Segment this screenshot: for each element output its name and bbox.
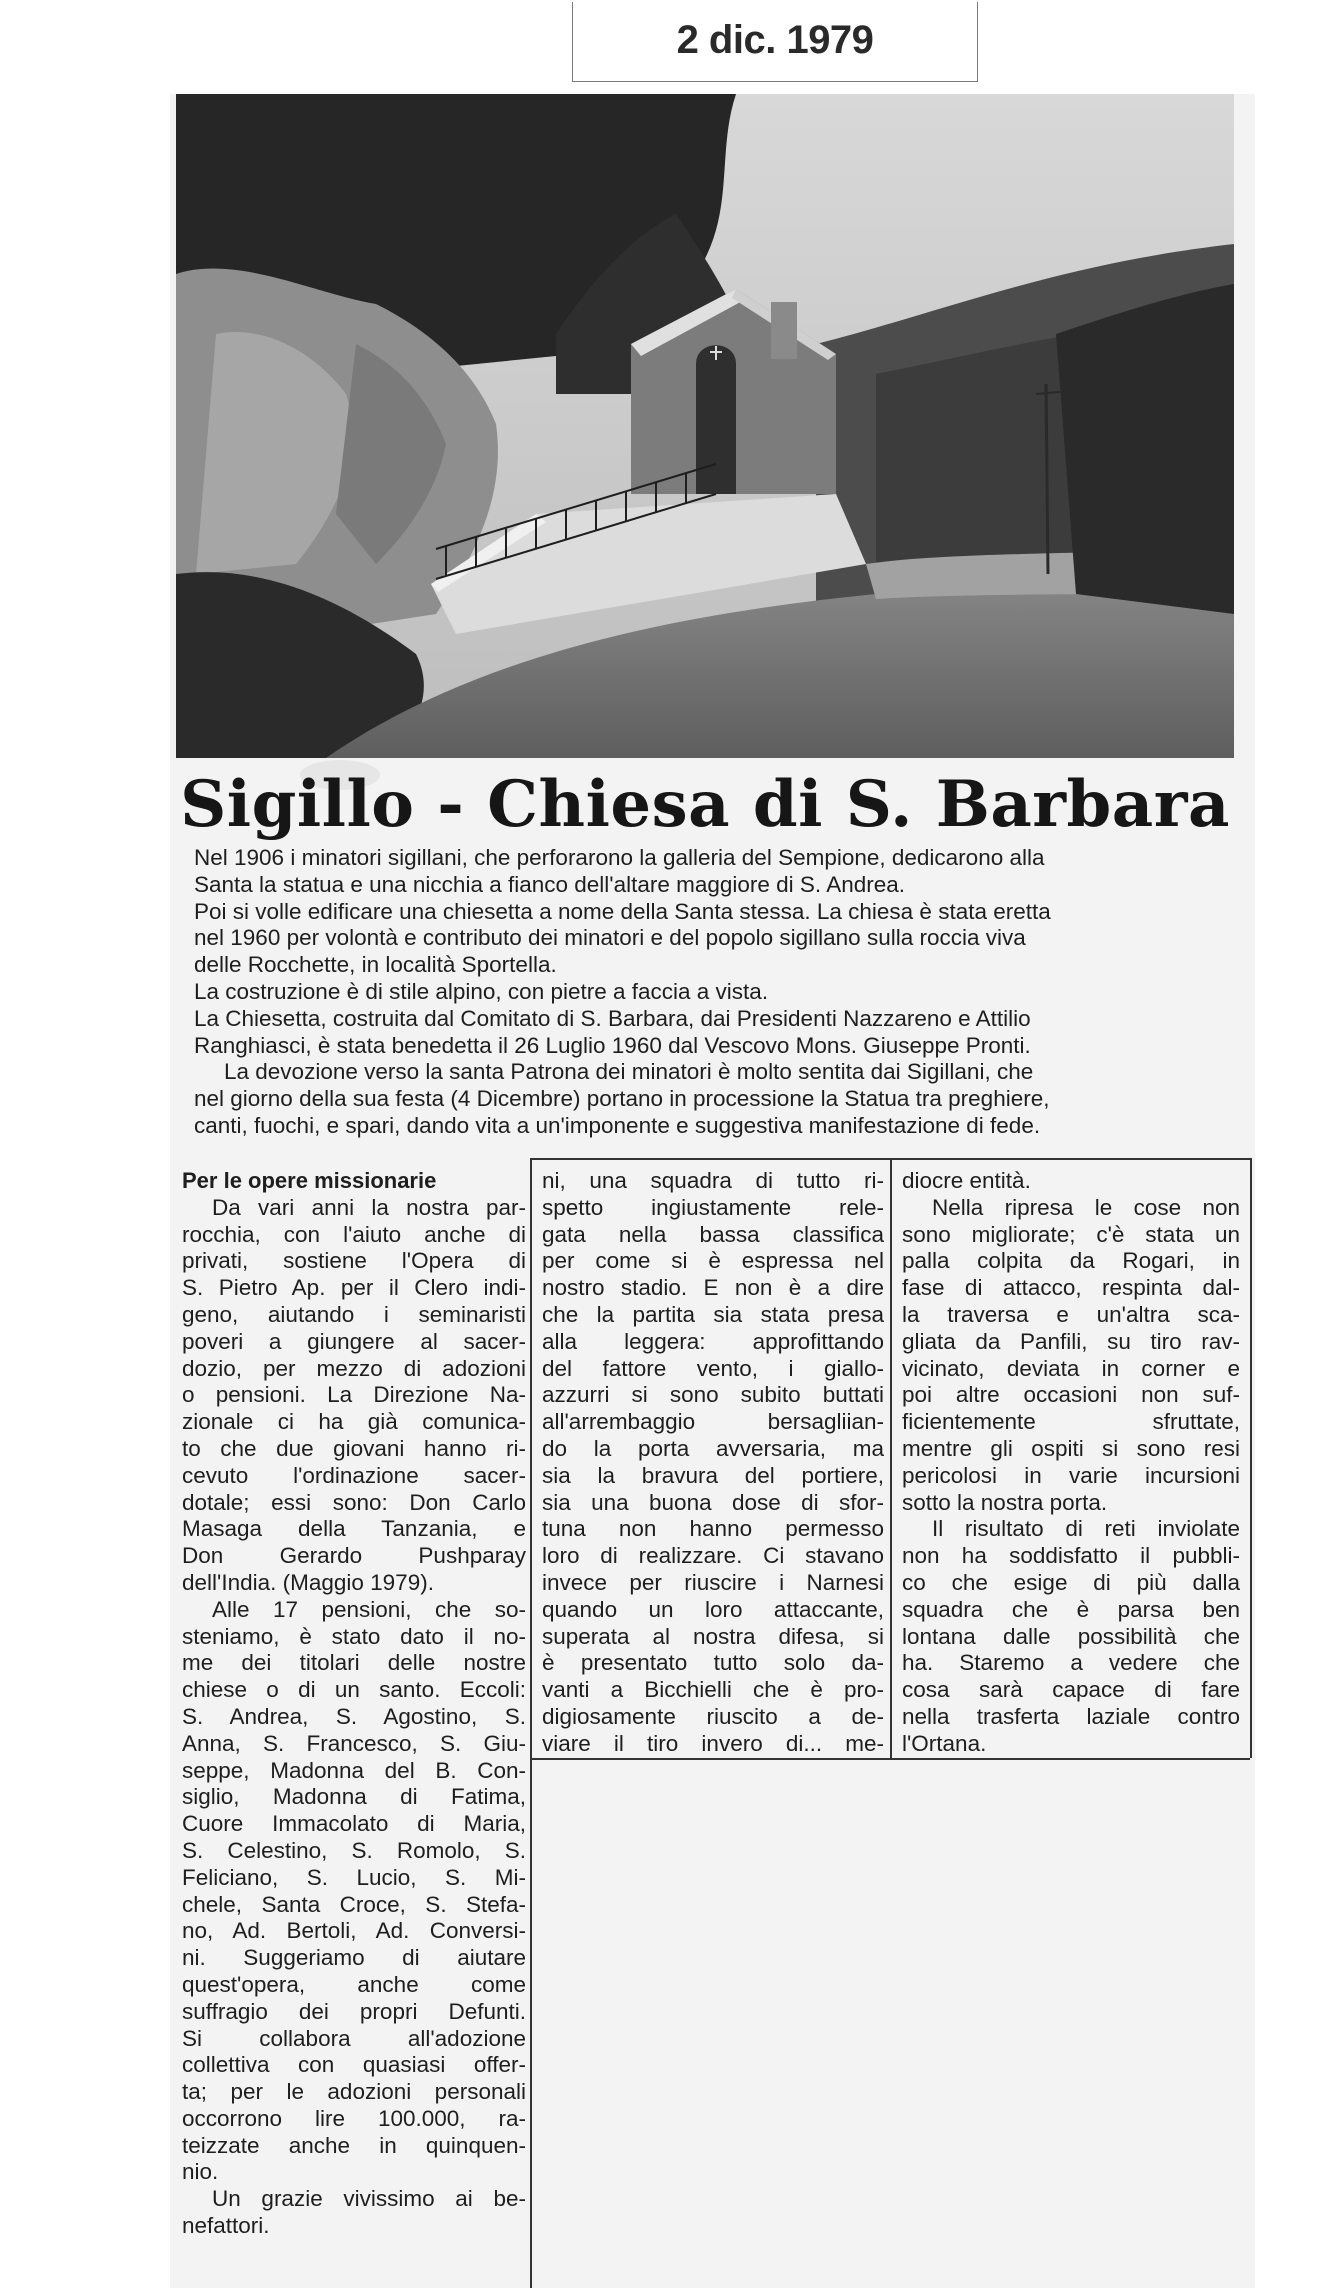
intro-line: Nel 1906 i minatori sigillani, che perforarono la galleria del Sempione, dedicarono alla xyxy=(194,845,1045,870)
text-line: suffragio dei propri Defunti. xyxy=(182,1998,526,2024)
text-line: sia una buona dose di sfor- xyxy=(542,1489,884,1515)
text-line: alla leggera: approfittando xyxy=(542,1328,884,1354)
text-line: nostro stadio. E non è a dire xyxy=(542,1275,884,1301)
text-line: o pensioni. La Direzione Na- xyxy=(182,1382,526,1408)
intro-line: canti, fuochi, e spari, dando vita a un'imponente e suggestiva manifestazione di fede. xyxy=(194,1112,1041,1138)
text-line: invece per riuscire i Narnesi xyxy=(542,1569,884,1595)
text-line: gliata da Panfili, su tiro rav- xyxy=(902,1328,1240,1354)
article-column-sport xyxy=(542,1168,884,1758)
text-line: seppe, Madonna del B. Con- xyxy=(182,1757,526,1783)
text-line: Nella ripresa le cose non xyxy=(932,1194,1240,1220)
intro-line: Poi si volle edificare una chiesetta a nome della Santa stessa. La chiesa è stata eretta xyxy=(194,898,1051,924)
column-subhead: Per le opere missionarie xyxy=(182,1168,437,1193)
text-line: azzurri si sono subito buttati xyxy=(542,1382,884,1408)
intro-line: La devozione verso la santa Patrona dei minatori è molto sentita dai Sigillani, che xyxy=(224,1059,1034,1085)
text-line: all'arrembaggio bersagliian- xyxy=(542,1409,884,1435)
text-line: Feliciano, S. Lucio, S. Mi- xyxy=(182,1864,526,1890)
date-label: 2 dic. 1979 xyxy=(676,18,874,62)
text-line: quando un loro attaccante, xyxy=(542,1596,884,1622)
text-line: dozio, per mezzo di adozioni xyxy=(182,1355,526,1381)
text-line: zionale ci ha già comunica- xyxy=(182,1409,526,1435)
text-line: vanti a Bicchielli che è pro- xyxy=(542,1677,884,1703)
text-line: del fattore vento, i giallo- xyxy=(542,1355,884,1381)
text-line: chiese o di un santo. Eccoli: xyxy=(182,1677,526,1703)
text-line: nio. xyxy=(182,2159,219,2185)
column-body xyxy=(902,1168,1240,1758)
text-line: diocre entità. xyxy=(902,1168,1031,1193)
text-line: sotto la nostra porta. xyxy=(902,1489,1108,1515)
text-line: poi altre occasioni non suf- xyxy=(902,1382,1240,1408)
text-line: la traversa e un'altra sca- xyxy=(902,1301,1240,1327)
text-line: ficientemente sfruttate, xyxy=(902,1409,1240,1435)
intro-paragraph xyxy=(194,845,1234,1140)
text-line: Da vari anni la nostra par- xyxy=(212,1194,526,1220)
text-line: fase di attacco, respinta dal- xyxy=(902,1275,1240,1301)
text-line: che la partita sia stata presa xyxy=(542,1301,884,1327)
text-line: S. Andrea, S. Agostino, S. xyxy=(182,1703,526,1729)
text-line: ha. Staremo a vedere che xyxy=(902,1650,1240,1676)
intro-line: Santa la statua e una nicchia a fianco dell'altare maggiore di S. Andrea. xyxy=(194,871,906,897)
intro-line: nel giorno della sua festa (4 Dicembre) portano in processione la Statua tra preghiere, xyxy=(194,1086,1050,1112)
intro-line: nel 1960 per volontà e contributo dei minatori e del popolo sigillano sulla roccia viva xyxy=(194,925,1026,951)
text-line: sono migliorate; c'è stata un xyxy=(902,1221,1240,1247)
intro-line: delle Rocchette, in località Sportella. xyxy=(194,952,557,978)
text-line: teizzate anche in quinquen- xyxy=(182,2132,526,2158)
text-line: palla colpita da Rogari, in xyxy=(902,1248,1240,1274)
article-headline: Sigillo - Chiesa di S. Barbara xyxy=(180,767,1230,842)
text-line: mentre gli ospiti si sono resi xyxy=(902,1435,1240,1461)
column-bottom-rule xyxy=(530,1758,1250,1760)
text-line: Cuore Immacolato di Maria, xyxy=(182,1811,526,1837)
intro-line: La costruzione è di stile alpino, con pietre a faccia a vista. xyxy=(194,978,769,1004)
text-line: chele, Santa Croce, S. Stefa- xyxy=(182,1891,526,1917)
article-column-missions xyxy=(182,1168,526,2240)
text-line: Anna, S. Francesco, S. Giu- xyxy=(182,1730,526,1756)
text-line: occorrono lire 100.000, ra- xyxy=(182,2105,526,2131)
text-line: per come si è espressa nel xyxy=(542,1248,884,1274)
article-column-sport-continued xyxy=(902,1168,1240,1758)
text-line: rocchia, con l'aiuto anche di xyxy=(182,1221,526,1247)
text-line: viare il tiro invero di... me- xyxy=(542,1730,884,1756)
text-line: cosa sarà capace di fare xyxy=(902,1677,1240,1703)
text-line: poveri a giungere al sacer- xyxy=(182,1328,526,1354)
column-divider-left xyxy=(530,1158,532,2288)
text-line: digiosamente riuscito a de- xyxy=(542,1703,884,1729)
text-line: steniamo, è stato dato il no- xyxy=(182,1623,526,1649)
text-line: nella trasferta laziale contro xyxy=(902,1703,1240,1729)
text-line: nefattori. xyxy=(182,2213,270,2239)
column-body xyxy=(182,1195,526,2240)
text-line: Masaga della Tanzania, e xyxy=(182,1516,526,1542)
text-line: geno, aiutando i seminaristi xyxy=(182,1301,526,1327)
column-right-edge xyxy=(1250,1158,1252,1758)
text-line: vicinato, deviata in corner e xyxy=(902,1355,1240,1381)
church-photograph xyxy=(176,94,1234,758)
intro-line: Ranghiasci, è stata benedetta il 26 Luglio 1960 dal Vescovo Mons. Giuseppe Pronti. xyxy=(194,1032,1031,1058)
text-line: dell'India. (Maggio 1979). xyxy=(182,1569,434,1595)
text-line: Alle 17 pensioni, che so- xyxy=(212,1596,526,1622)
text-line: Si collabora all'adozione xyxy=(182,2025,526,2051)
text-line: ni, una squadra di tutto ri- xyxy=(542,1168,884,1193)
column-divider-right xyxy=(890,1158,892,1758)
date-stamp-box xyxy=(572,2,978,82)
text-line: quest'opera, anche come xyxy=(182,1971,526,1997)
text-line: ta; per le adozioni personali xyxy=(182,2079,526,2105)
text-line: privati, sostiene l'Opera di xyxy=(182,1248,526,1274)
text-line: collettiva con quasiasi offer- xyxy=(182,2052,526,2078)
text-line: superata al nostra difesa, si xyxy=(542,1623,884,1649)
text-line: do la porta avversaria, ma xyxy=(542,1435,884,1461)
text-line: me dei titolari delle nostre xyxy=(182,1650,526,1676)
text-line: squadra che è parsa ben xyxy=(902,1596,1240,1622)
text-line: gata nella bassa classifica xyxy=(542,1221,884,1247)
text-line: tuna non hanno permesso xyxy=(542,1516,884,1542)
text-line: co che esige di più dalla xyxy=(902,1569,1240,1595)
text-line: ni. Suggeriamo di aiutare xyxy=(182,1945,526,1971)
text-line: dotale; essi sono: Don Carlo xyxy=(182,1489,526,1515)
text-line: l'Ortana. xyxy=(902,1730,987,1756)
text-line: pericolosi in varie incursioni xyxy=(902,1462,1240,1488)
text-line: sia la bravura del portiere, xyxy=(542,1462,884,1488)
text-line: to che due giovani hanno ri- xyxy=(182,1435,526,1461)
text-line: siglio, Madonna di Fatima, xyxy=(182,1784,526,1810)
text-line: è presentato tutto solo da- xyxy=(542,1650,884,1676)
text-line: spetto ingiustamente rele- xyxy=(542,1194,884,1220)
column-body xyxy=(542,1168,884,1758)
text-line: loro di realizzare. Ci stavano xyxy=(542,1543,884,1569)
text-line: cevuto l'ordinazione sacer- xyxy=(182,1462,526,1488)
text-line: Don Gerardo Pushparay xyxy=(182,1543,526,1569)
text-line: non ha soddisfatto il pubbli- xyxy=(902,1543,1240,1569)
text-line: Il risultato di reti inviolate xyxy=(932,1516,1240,1542)
text-line: Un grazie vivissimo ai be- xyxy=(212,2186,526,2212)
text-line: S. Celestino, S. Romolo, S. xyxy=(182,1837,526,1863)
intro-line: La Chiesetta, costruita dal Comitato di S. Barbara, dai Presidenti Nazzareno e Attilio xyxy=(194,1005,1031,1031)
text-line: lontana dalle possibilità che xyxy=(902,1623,1240,1649)
text-line: no, Ad. Bertoli, Ad. Conversi- xyxy=(182,1918,526,1944)
text-line: S. Pietro Ap. per il Clero indi- xyxy=(182,1275,526,1301)
